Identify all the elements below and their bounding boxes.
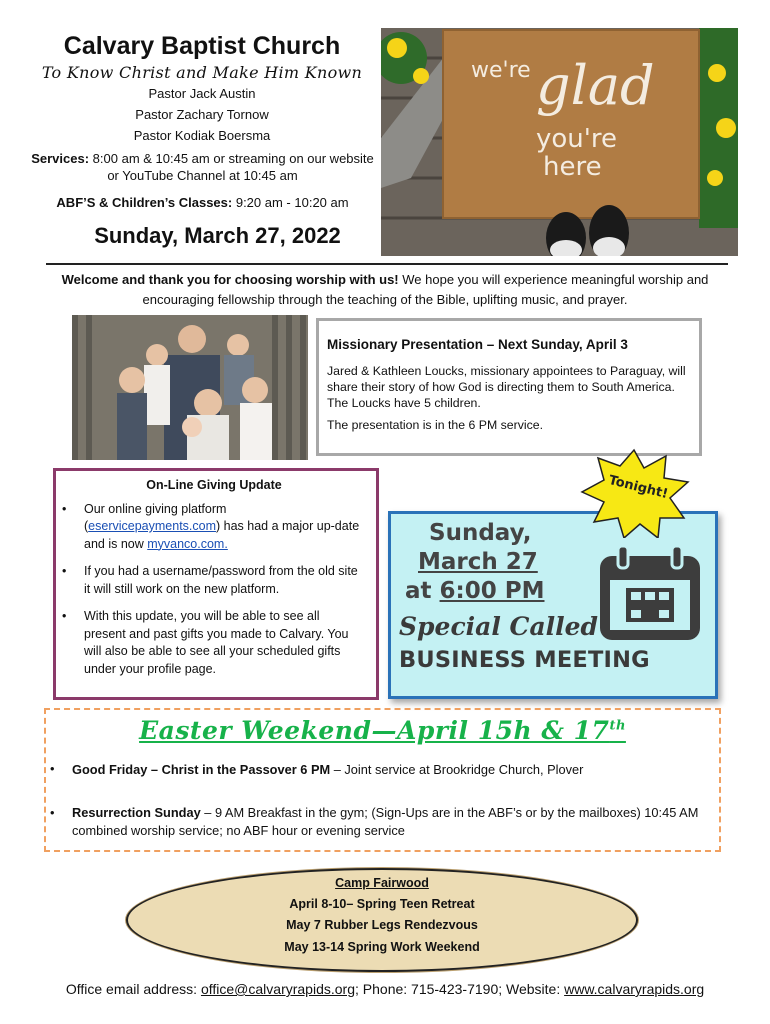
email-label: Office email address: <box>65 981 201 997</box>
meeting-business-meeting: BUSINESS MEETING <box>399 647 650 673</box>
bullet: • <box>50 761 55 776</box>
missionary-presentation-box <box>316 318 702 456</box>
myvanco-link[interactable]: myvanco.com. <box>147 536 228 551</box>
camp-event: April 8-10– Spring Teen Retreat <box>289 897 475 911</box>
meeting-date: March 27 <box>418 549 538 575</box>
pastor-name: Pastor Kodiak Boersma <box>133 128 271 143</box>
meeting-time-prefix: at <box>405 578 440 604</box>
resurrection-sunday-text: – 9 AM Breakfast in the gym; (Sign-Ups are in the ABF’s or by the mailboxes) 10:45 AM combined worship service; no ABF hour or evening service <box>72 805 699 838</box>
meeting-day: Sunday, <box>429 520 532 546</box>
welcome-doormat-photo <box>381 28 738 256</box>
doormat-text: here <box>543 152 602 182</box>
missionary-family-photo <box>72 315 308 460</box>
eservicepayments-link[interactable]: eservicepayments.com <box>88 519 216 533</box>
missionary-description: Jared & Kathleen Loucks, missionary appointees to Paraguay, will share their story of how God is directing them to South America. The Loucks have 5 children. <box>327 364 686 410</box>
calendar-icon <box>596 544 704 644</box>
camp-event: May 13-14 Spring Work Weekend <box>284 940 480 954</box>
church-motto: To Know Christ and Make Him Known <box>41 63 363 82</box>
resurrection-sunday-item <box>72 804 712 840</box>
doormat-text: glad <box>536 54 655 117</box>
doormat-text: you're <box>536 124 618 154</box>
resurrection-sunday-title: Resurrection Sunday <box>72 805 201 820</box>
welcome-text: We hope you will experience meaningful worship and encouraging fellowship through the teaching of the Bible, uplifting music, and prayer. <box>142 272 709 307</box>
meeting-time <box>405 578 545 604</box>
bullet: • <box>50 805 55 820</box>
giving-title: On-Line Giving Update <box>146 478 282 492</box>
camp-title: Camp Fairwood <box>335 876 429 890</box>
list-item <box>84 501 366 554</box>
pastor-name: Pastor Zachary Tornow <box>135 107 269 122</box>
easter-title-text: Easter Weekend—April 15h & 17 <box>139 716 610 745</box>
pastor-name: Pastor Jack Austin <box>148 86 256 101</box>
services-text: 8:00 am & 10:45 am or streaming on our website or YouTube Channel at 10:45 am <box>92 151 374 183</box>
welcome-message <box>40 270 730 310</box>
good-friday-title: Good Friday – Christ in the Passover 6 PM <box>72 762 331 777</box>
family-image <box>72 315 308 460</box>
phone-text: ; Phone: 715-423-7190; Website: <box>355 981 565 997</box>
giving-text: Our online giving platform ( <box>84 501 227 533</box>
giving-list <box>62 501 366 679</box>
website-link[interactable]: www.calvaryrapids.org <box>564 981 705 997</box>
easter-title-sup: th <box>609 718 626 734</box>
missionary-title: Missionary Presentation – Next Sunday, April 3 <box>327 337 628 352</box>
meeting-special-called: Special Called <box>399 612 599 641</box>
doormat-text: we're <box>471 58 531 83</box>
welcome-bold: Welcome and thank you for choosing worship with us! <box>61 272 399 287</box>
online-giving-box <box>53 468 379 700</box>
services-label: Services: <box>31 151 90 166</box>
easter-title <box>44 716 721 745</box>
good-friday-item <box>72 761 712 779</box>
list-item: • If you had a username/password from the old site it will still work on the new platform. <box>84 563 366 598</box>
meeting-time-value: 6:00 PM <box>439 578 545 604</box>
good-friday-text: – Joint service at Brookridge Church, Plover <box>330 762 584 777</box>
divider <box>46 263 728 265</box>
services-info <box>30 150 375 184</box>
bulletin-date: Sunday, March 27, 2022 <box>94 223 341 248</box>
missionary-service-note: The presentation is in the 6 PM service. <box>327 418 543 432</box>
church-name: Calvary Baptist Church <box>63 32 341 60</box>
tonight-label: Tonight! <box>607 472 670 503</box>
contact-footer <box>0 981 770 997</box>
abf-label: ABF’S & Children’s Classes: <box>56 195 233 210</box>
giving-text: ) has had a major up-date and is now <box>84 519 360 551</box>
camp-event: May 7 Rubber Legs Rendezvous <box>286 918 478 932</box>
abf-info <box>20 195 385 210</box>
abf-text: 9:20 am - 10:20 am <box>235 195 349 210</box>
email-link[interactable]: office@calvaryrapids.org <box>200 981 355 997</box>
list-item: • With this update, you will be able to see all present and past gifts you made to Calvary. You will also be able to see all your scheduled gifts under your profile page. <box>84 608 366 678</box>
business-meeting-graphic <box>388 511 718 699</box>
